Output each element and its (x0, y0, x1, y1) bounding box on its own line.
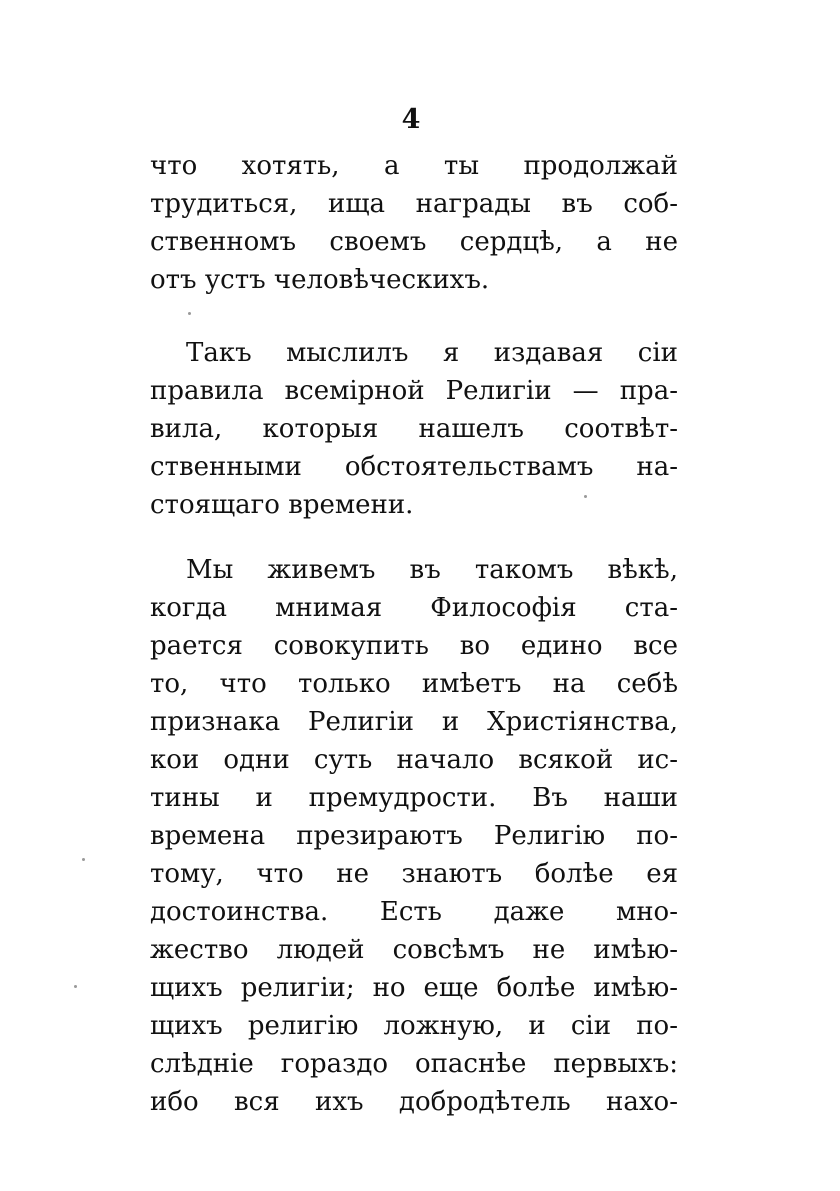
text-line: щихъ религіи; но еще болѣе имѣю- (150, 973, 678, 1003)
text-line: признака Религіи и Христіянства, (150, 707, 678, 737)
page-number: 4 (401, 104, 421, 135)
text-line: что хотять, а ты продолжай (150, 151, 678, 181)
paper-speck (74, 985, 77, 988)
text-line: тины и премудрости. Въ наши (150, 783, 678, 813)
text-line: стоящаго времени. (150, 490, 414, 520)
text-line: Мы живемъ въ такомъ вѣкѣ, (186, 555, 678, 585)
paper-speck (188, 312, 191, 315)
text-line: когда мнимая Философія ста- (150, 593, 678, 623)
text-line: рается совокупить во едино все (150, 631, 678, 661)
text-line: кои одни суть начало всякой ис- (150, 745, 678, 775)
paragraph-3 (150, 551, 678, 1121)
text-line: трудиться, ища награды въ соб- (150, 189, 678, 219)
paragraph-1 (150, 147, 678, 299)
text-line: то, что только имѣетъ на себѣ (150, 669, 678, 699)
text-line: слѣдніе гораздо опаснѣе первыхъ: (150, 1049, 678, 1079)
text-line: Такъ мыслилъ я издавая сіи (186, 338, 678, 368)
paper-speck (584, 495, 587, 498)
text-line: достоинства. Есть даже мно- (150, 897, 678, 927)
text-line: тому, что не знаютъ болѣе ея (150, 859, 678, 889)
text-line: отъ устъ человѣческихъ. (150, 265, 490, 295)
text-line: жество людей совсѣмъ не имѣю- (150, 935, 678, 965)
text-line: вила, которыя нашелъ соотвѣт- (150, 414, 678, 444)
text-line: ственными обстоятельствамъ на- (150, 452, 678, 482)
text-line: времена презираютъ Религію по- (150, 821, 678, 851)
paper-speck (82, 858, 85, 861)
text-line: ибо вся ихъ добродѣтель нахо- (150, 1087, 678, 1117)
text-line: правила всемірной Религіи — пра- (150, 376, 678, 406)
text-line: щихъ религію ложную, и сіи по- (150, 1011, 678, 1041)
text-line: ственномъ своемъ сердцѣ, а не (150, 227, 678, 257)
paragraph-2 (150, 334, 678, 524)
